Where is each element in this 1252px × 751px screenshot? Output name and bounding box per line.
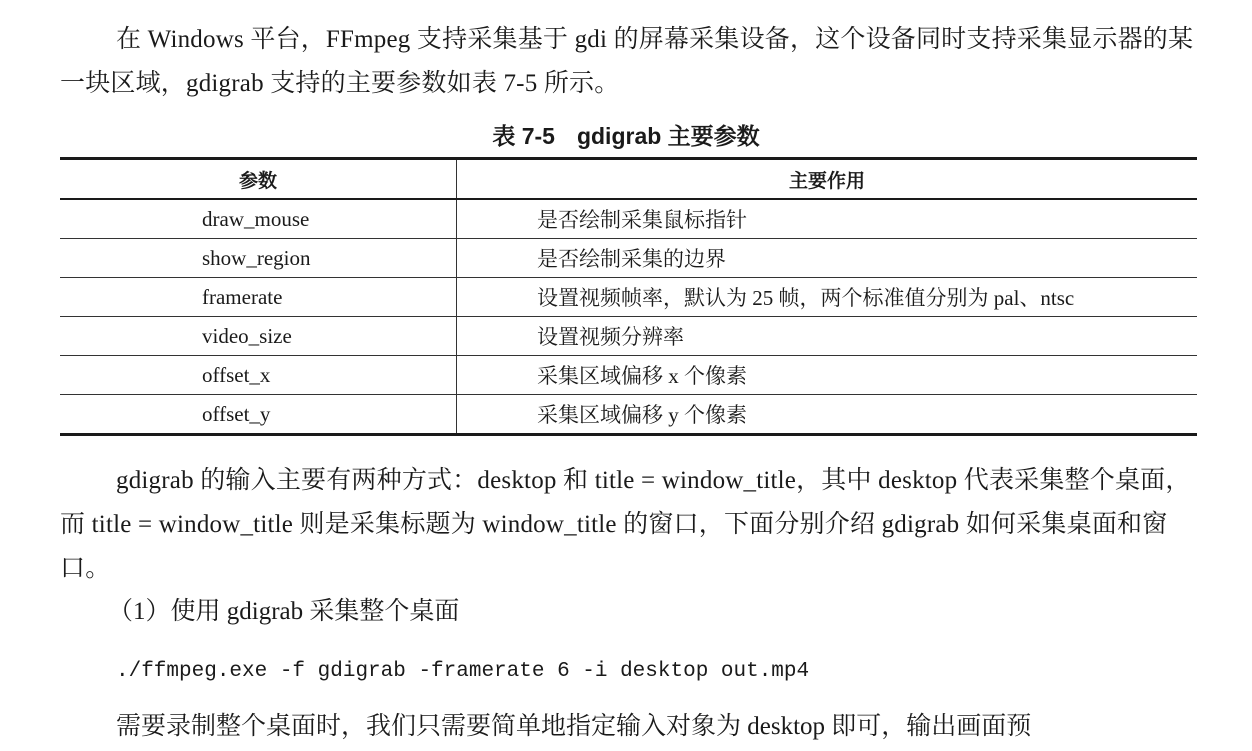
param-description: 是否绘制采集鼠标指针: [457, 199, 1198, 239]
intro-paragraph: [60, 18, 1200, 106]
table-row: [60, 317, 1197, 356]
table-row: [60, 199, 1197, 239]
trailing-text: 需要录制整个桌面时，我们只需要简单地指定输入对象为 desktop 即可，输出画面预: [116, 713, 1032, 740]
param-name: video_size: [60, 317, 457, 356]
param-description: 采集区域偏移 x 个像素: [457, 356, 1198, 395]
table-caption: [0, 116, 1252, 156]
param-description: 是否绘制采集的边界: [457, 239, 1198, 278]
param-name: draw_mouse: [60, 199, 457, 239]
table-row: [60, 356, 1197, 395]
trailing-paragraph: [60, 705, 1200, 749]
intro-text: 在 Windows 平台，FFmpeg 支持采集基于 gdi 的屏幕采集设备，这个设备同时支持采集显示器的某一块区域，gdigrab 支持的主要参数如表 7-5 所示。: [60, 26, 1194, 97]
parameters-table: [60, 157, 1197, 436]
table-header-row: [60, 159, 1197, 200]
table-title: gdigrab 主要参数: [576, 123, 760, 149]
input-modes-paragraph: [60, 459, 1200, 591]
param-description: 设置视频帧率，默认为 25 帧，两个标准值分别为 pal、ntsc: [457, 278, 1198, 317]
table-row: [60, 239, 1197, 278]
param-name: show_region: [60, 239, 457, 278]
code-snippet: ./ffmpeg.exe -f gdigrab -framerate 6 -i desktop out.mp4: [116, 660, 810, 683]
param-name: framerate: [60, 278, 457, 317]
input-modes-text: gdigrab 的输入主要有两种方式：desktop 和 title = window_title，其中 desktop 代表采集整个桌面，而 title = window_title 则是采集标题为 window_title 的窗口，下面分别介绍 gdigrab 如何采集桌面和窗口。: [60, 467, 1191, 582]
param-description: 设置视频分辨率: [457, 317, 1198, 356]
param-name: offset_x: [60, 356, 457, 395]
header-parameter: 参数: [60, 159, 457, 200]
table-row: [60, 395, 1197, 435]
param-description: 采集区域偏移 y 个像素: [537, 403, 747, 427]
list-item-heading: （1）使用 gdigrab 采集整个桌面: [108, 598, 460, 625]
header-function: 主要作用: [457, 159, 1198, 200]
param-name: offset_y: [60, 395, 457, 435]
table-row: [60, 278, 1197, 317]
table-number: 表 7-5: [492, 123, 555, 149]
